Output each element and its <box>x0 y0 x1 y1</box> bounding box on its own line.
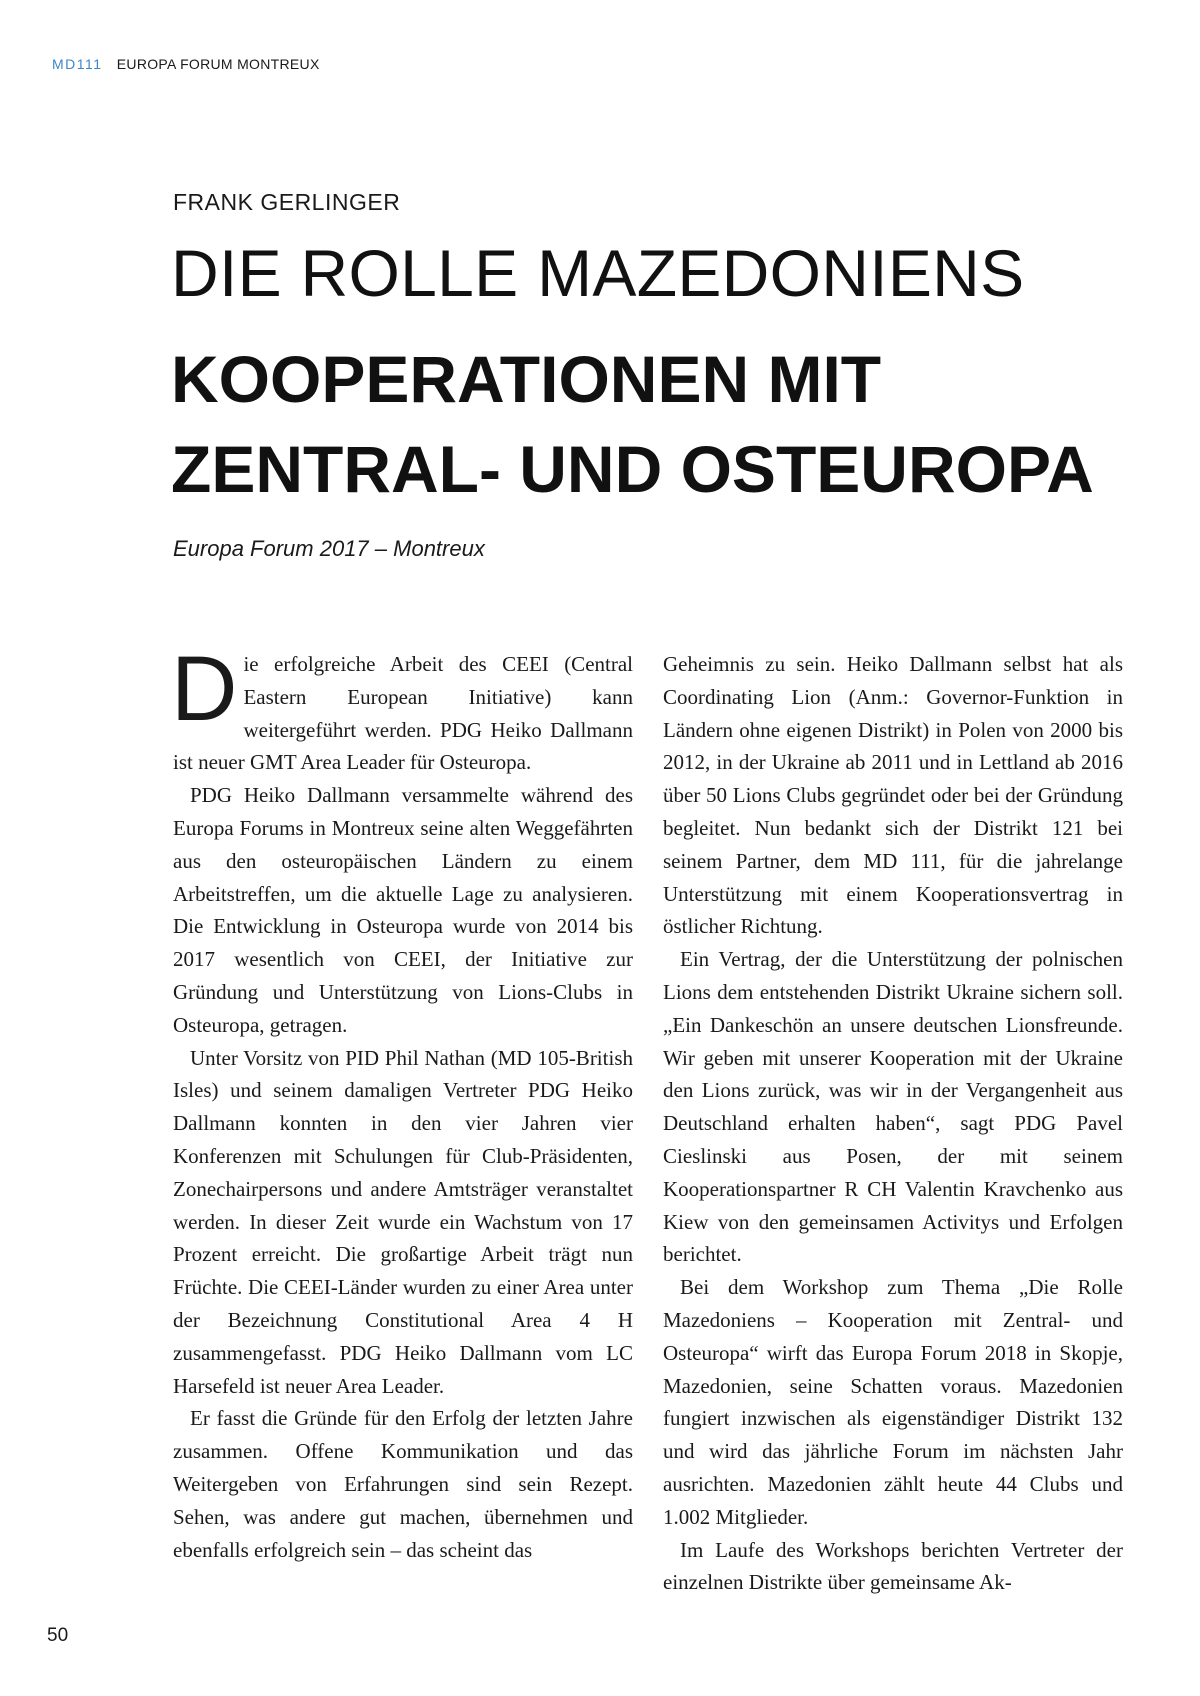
page-number: 50 <box>47 1625 69 1646</box>
body-column-left <box>171 638 633 1566</box>
drop-cap: D <box>171 638 238 740</box>
body-paragraph-6: Bei dem Workshop zum Thema „Die Rolle Mazedoniens – Kooperation mit Zentral- und Osteuropa“ wirft das Europa Forum 2018 in Skopje, Mazedonien, seine Schatten voraus. Mazedonien fungiert inzwischen als eigenständiger Distrikt 132 und wird das jährliche Forum im nächsten Jahr ausrichten. Mazedonien zählt heute 44 Clubs und 1.002 Mitglieder. <box>663 1275 1123 1529</box>
article-title: DIE ROLLE MAZEDONIENS <box>171 236 1025 310</box>
running-head-section: EUROPA FORUM MONTREUX <box>116 56 320 72</box>
body-paragraph-1-text: ie erfolgreiche Arbeit des CEEI (Central Eastern European Initiative) kann weitergeführt werden. PDG Heiko Dallmann ist neuer GMT Area Leader für Osteuropa. <box>173 652 633 775</box>
body-paragraph-3: Unter Vorsitz von PID Phil Nathan (MD 105-British Isles) und seinem damaligen Vertreter PDG Heiko Dallmann konnten in den vier Jahren vier Konferenzen mit Schulungen für Club-Präsidenten, Zonechairpersons und andere Amtsträger veranstaltet werden. In dieser Zeit wurde ein Wachstum von 17 Prozent erreicht. Die großartige Arbeit trägt nun Früchte. Die CEEI-Länder wurden zu einer Area unter der Bezeichnung Constitutional Area 4 H zusammengefasst. PDG Heiko Dallmann vom LC Harsefeld ist neuer Area Leader. <box>173 1045 633 1398</box>
running-head <box>52 56 320 72</box>
body-paragraph-2: PDG Heiko Dallmann versammelte während des Europa Forums in Montreux seine alten Weggefährten aus den osteuropäischen Ländern zu einem Arbeitstreffen, um die aktuelle Lage zu analysieren. Die Entwicklung in Osteuropa wurde von 2014 bis 2017 wesentlich von CEEI, der Initiative zur Gründung und Unterstützung von Lions-Clubs in Osteuropa, getragen. <box>173 783 633 1037</box>
article-subtitle: Europa Forum 2017 – Montreux <box>173 536 485 561</box>
article-subheadline-line-2: ZENTRAL- UND OSTEUROPA <box>171 432 1094 506</box>
body-paragraph-1 <box>171 638 633 779</box>
body-paragraph-4: Er fasst die Gründe für den Erfolg der letzten Jahre zusammen. Offene Kommunikation und das Weitergeben von Erfahrungen sind sein Rezept. Sehen, was andere gut machen, übernehmen und ebenfalls erfolgreich sein – das scheint das <box>173 1406 633 1562</box>
body-paragraph-4-continued: Geheimnis zu sein. Heiko Dallmann selbst hat als Coordinating Lion (Anm.: Governor-Funktion in Ländern ohne eigenen Distrikt) in Polen von 2000 bis 2012, in der Ukraine ab 2011 und in Lettland ab 2016 über 50 Lions Clubs gegründet oder bei der Gründung begleitet. Nun bedankt sich der Distrikt 121 bei seinem Partner, dem MD 111, für die jahrelange Unterstützung mit einem Kooperationsvertrag in östlicher Richtung. <box>663 652 1123 939</box>
running-head-code: MD111 <box>52 56 103 72</box>
article-subheadline <box>171 334 1094 514</box>
article-subheadline-line-1: KOOPERATIONEN MIT <box>171 342 882 416</box>
body-paragraph-7: Im Laufe des Workshops berichten Vertreter der einzelnen Distrikte über gemeinsame Ak- <box>663 1537 1123 1595</box>
article-author: FRANK GERLINGER <box>173 189 401 215</box>
body-column-right <box>663 648 1123 1599</box>
body-paragraph-5: Ein Vertrag, der die Unterstützung der polnischen Lions dem entstehenden Distrikt Ukraine sichern soll. „Ein Dankeschön an unsere deutschen Lionsfreunde. Wir geben mit unserer Kooperation mit der Ukraine den Lions zurück, was wir in der Vergangenheit aus Deutschland erhalten haben“, sagt PDG Pavel Cieslinski aus Posen, der mit seinem Kooperationspartner R CH Valentin Kravchenko aus Kiew von den gemeinsamen Activitys und Erfolgen berichtet. <box>663 947 1123 1267</box>
